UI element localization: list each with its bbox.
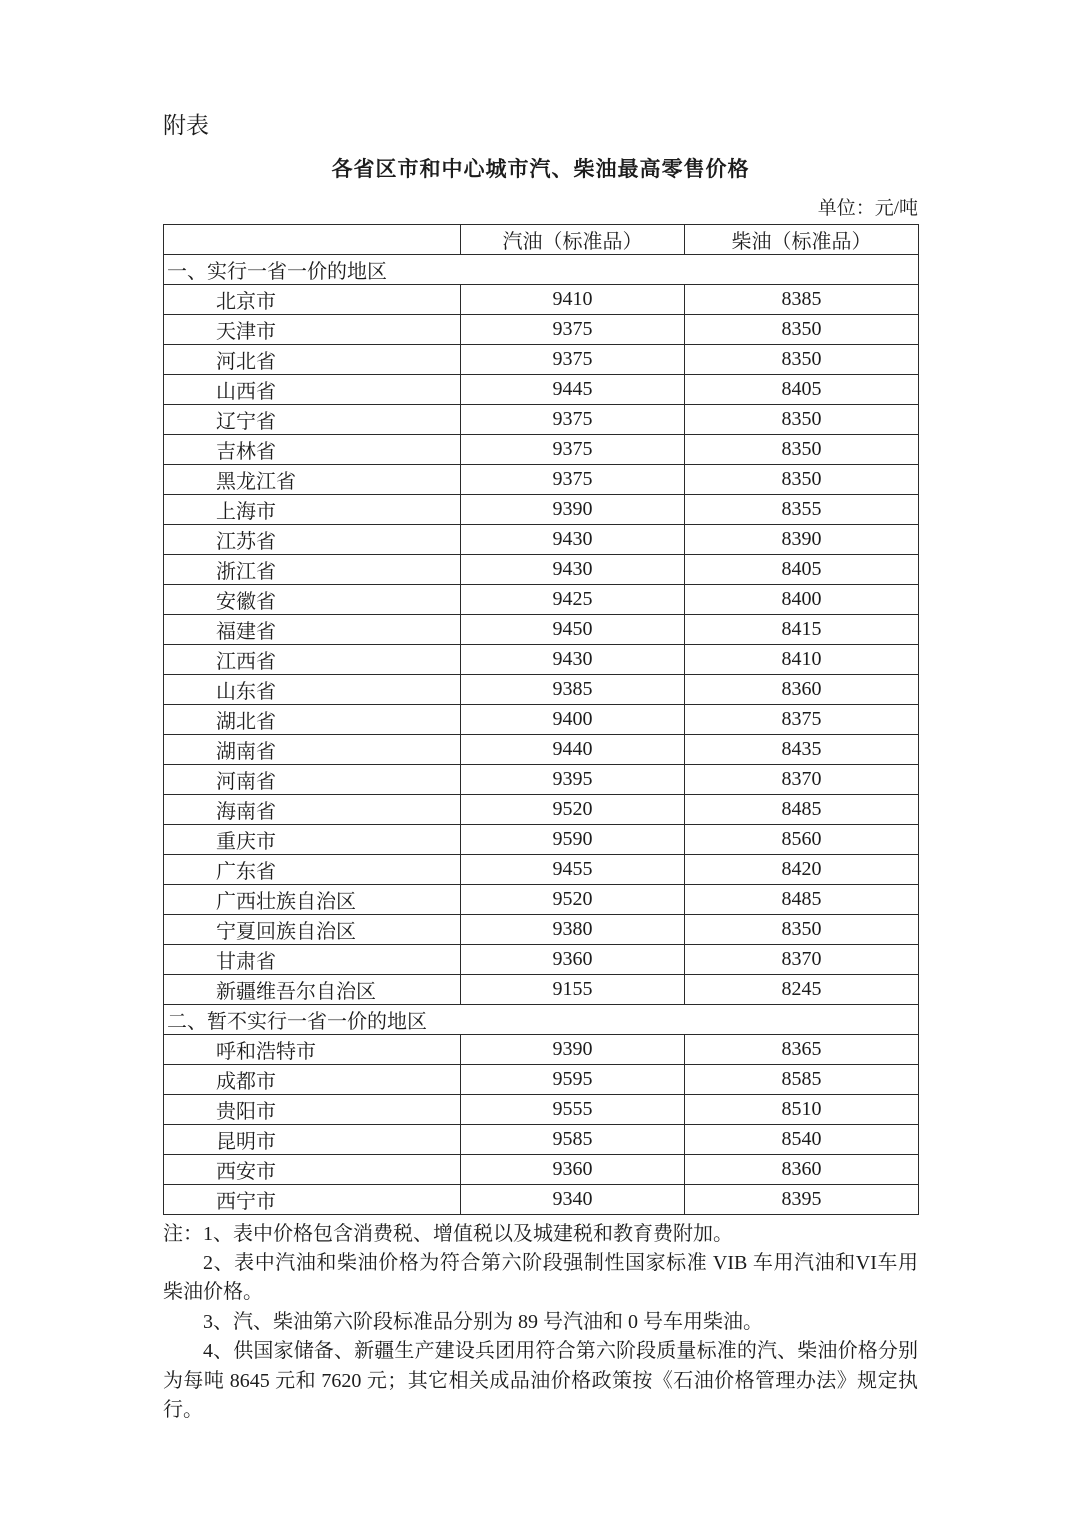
- doc-label: 附表: [163, 113, 209, 138]
- table-row: [164, 1094, 919, 1124]
- gasoline-price: 9520: [461, 794, 685, 824]
- table-row: [164, 584, 919, 614]
- unit-label: 单位：元/吨: [817, 197, 918, 219]
- table-row: [164, 464, 919, 494]
- footnote-4: 4、供国家储备、新疆生产建设兵团用符合第六阶段质量标准的汽、柴油价格分别为每吨 8645 元和 7620 元；其它相关成品油价格政策按《石油价格管理办法》规定执行。: [163, 1340, 918, 1421]
- gasoline-price: 9430: [461, 524, 685, 554]
- price-table-body: [164, 254, 919, 1214]
- table-row: [164, 644, 919, 674]
- diesel-price: 8350: [685, 344, 919, 374]
- diesel-price: 8390: [685, 524, 919, 554]
- region-name: 山西省: [164, 374, 461, 404]
- gasoline-price: 9155: [461, 974, 685, 1004]
- diesel-price: 8375: [685, 704, 919, 734]
- region-name: 新疆维吾尔自治区: [164, 974, 461, 1004]
- diesel-price: 8585: [685, 1064, 919, 1094]
- price-table: [163, 224, 919, 1215]
- gasoline-price: 9375: [461, 434, 685, 464]
- gasoline-price: 9390: [461, 494, 685, 524]
- table-row: [164, 1064, 919, 1094]
- table-row: [164, 524, 919, 554]
- diesel-price: 8405: [685, 554, 919, 584]
- table-row: [164, 854, 919, 884]
- table-row: [164, 404, 919, 434]
- table-row: [164, 614, 919, 644]
- table-row: [164, 734, 919, 764]
- diesel-price: 8245: [685, 974, 919, 1004]
- diesel-price: 8540: [685, 1124, 919, 1154]
- section-row: [164, 1004, 919, 1034]
- table-row: [164, 824, 919, 854]
- diesel-price: 8560: [685, 824, 919, 854]
- region-name: 重庆市: [164, 824, 461, 854]
- region-name: 河南省: [164, 764, 461, 794]
- diesel-price: 8370: [685, 764, 919, 794]
- table-row: [164, 434, 919, 464]
- table-row: [164, 314, 919, 344]
- gasoline-price: 9385: [461, 674, 685, 704]
- gasoline-price: 9375: [461, 314, 685, 344]
- region-name: 成都市: [164, 1064, 461, 1094]
- table-row: [164, 704, 919, 734]
- region-name: 江西省: [164, 644, 461, 674]
- diesel-price: 8370: [685, 944, 919, 974]
- region-name: 海南省: [164, 794, 461, 824]
- diesel-price: 8365: [685, 1034, 919, 1064]
- diesel-price: 8485: [685, 794, 919, 824]
- gasoline-price: 9375: [461, 344, 685, 374]
- table-header-row: [164, 224, 919, 254]
- region-name: 宁夏回族自治区: [164, 914, 461, 944]
- diesel-price: 8485: [685, 884, 919, 914]
- region-name: 广西壮族自治区: [164, 884, 461, 914]
- diesel-price: 8385: [685, 284, 919, 314]
- header-region-cell: [164, 224, 461, 254]
- region-name: 西安市: [164, 1154, 461, 1184]
- gasoline-price: 9555: [461, 1094, 685, 1124]
- gasoline-price: 9390: [461, 1034, 685, 1064]
- footnote-3: 3、汽、柴油第六阶段标准品分别为 89 号汽油和 0 号车用柴油。: [203, 1310, 763, 1333]
- region-name: 湖北省: [164, 704, 461, 734]
- footnote-1: 注：1、表中价格包含消费税、增值税以及城建税和教育费附加。: [163, 1222, 733, 1245]
- diesel-price: 8510: [685, 1094, 919, 1124]
- table-row: [164, 374, 919, 404]
- gasoline-price: 9595: [461, 1064, 685, 1094]
- region-name: 北京市: [164, 284, 461, 314]
- diesel-price: 8350: [685, 434, 919, 464]
- region-name: 贵阳市: [164, 1094, 461, 1124]
- gasoline-price: 9425: [461, 584, 685, 614]
- region-name: 甘肃省: [164, 944, 461, 974]
- region-name: 河北省: [164, 344, 461, 374]
- diesel-price: 8400: [685, 584, 919, 614]
- diesel-price: 8350: [685, 464, 919, 494]
- header-gasoline: 汽油（标准品）: [461, 224, 685, 254]
- table-row: [164, 494, 919, 524]
- footnote-2: 2、表中汽油和柴油价格为符合第六阶段强制性国家标准 VIB 车用汽油和VI车用柴油价格。: [163, 1251, 918, 1304]
- diesel-price: 8350: [685, 314, 919, 344]
- diesel-price: 8420: [685, 854, 919, 884]
- region-name: 江苏省: [164, 524, 461, 554]
- region-name: 上海市: [164, 494, 461, 524]
- region-name: 昆明市: [164, 1124, 461, 1154]
- table-row: [164, 794, 919, 824]
- table-row: [164, 344, 919, 374]
- gasoline-price: 9450: [461, 614, 685, 644]
- table-row: [164, 1034, 919, 1064]
- table-row: [164, 764, 919, 794]
- table-row: [164, 944, 919, 974]
- diesel-price: 8360: [685, 674, 919, 704]
- footnotes: [163, 1220, 918, 1426]
- table-row: [164, 1184, 919, 1214]
- gasoline-price: 9410: [461, 284, 685, 314]
- table-row: [164, 674, 919, 704]
- region-name: 西宁市: [164, 1184, 461, 1214]
- diesel-price: 8360: [685, 1154, 919, 1184]
- gasoline-price: 9520: [461, 884, 685, 914]
- diesel-price: 8395: [685, 1184, 919, 1214]
- gasoline-price: 9430: [461, 644, 685, 674]
- gasoline-price: 9400: [461, 704, 685, 734]
- diesel-price: 8405: [685, 374, 919, 404]
- gasoline-price: 9380: [461, 914, 685, 944]
- region-name: 黑龙江省: [164, 464, 461, 494]
- region-name: 山东省: [164, 674, 461, 704]
- document-page: [163, 112, 918, 1425]
- table-row: [164, 914, 919, 944]
- region-name: 湖南省: [164, 734, 461, 764]
- table-row: [164, 974, 919, 1004]
- region-name: 天津市: [164, 314, 461, 344]
- diesel-price: 8350: [685, 914, 919, 944]
- region-name: 浙江省: [164, 554, 461, 584]
- region-name: 福建省: [164, 614, 461, 644]
- section-row: [164, 254, 919, 284]
- region-name: 辽宁省: [164, 404, 461, 434]
- diesel-price: 8410: [685, 644, 919, 674]
- diesel-price: 8415: [685, 614, 919, 644]
- gasoline-price: 9340: [461, 1184, 685, 1214]
- table-row: [164, 284, 919, 314]
- region-name: 安徽省: [164, 584, 461, 614]
- table-row: [164, 1154, 919, 1184]
- gasoline-price: 9395: [461, 764, 685, 794]
- section-title: 二、暂不实行一省一价的地区: [164, 1004, 919, 1034]
- section-title: 一、实行一省一价的地区: [164, 254, 919, 284]
- gasoline-price: 9360: [461, 944, 685, 974]
- diesel-price: 8350: [685, 404, 919, 434]
- page-title: 各省区市和中心城市汽、柴油最高零售价格: [331, 156, 750, 181]
- diesel-price: 8435: [685, 734, 919, 764]
- gasoline-price: 9375: [461, 404, 685, 434]
- gasoline-price: 9430: [461, 554, 685, 584]
- diesel-price: 8355: [685, 494, 919, 524]
- gasoline-price: 9455: [461, 854, 685, 884]
- gasoline-price: 9375: [461, 464, 685, 494]
- gasoline-price: 9585: [461, 1124, 685, 1154]
- region-name: 广东省: [164, 854, 461, 884]
- gasoline-price: 9590: [461, 824, 685, 854]
- gasoline-price: 9360: [461, 1154, 685, 1184]
- region-name: 吉林省: [164, 434, 461, 464]
- table-row: [164, 554, 919, 584]
- gasoline-price: 9445: [461, 374, 685, 404]
- table-row: [164, 884, 919, 914]
- header-diesel: 柴油（标准品）: [685, 224, 919, 254]
- table-row: [164, 1124, 919, 1154]
- region-name: 呼和浩特市: [164, 1034, 461, 1064]
- gasoline-price: 9440: [461, 734, 685, 764]
